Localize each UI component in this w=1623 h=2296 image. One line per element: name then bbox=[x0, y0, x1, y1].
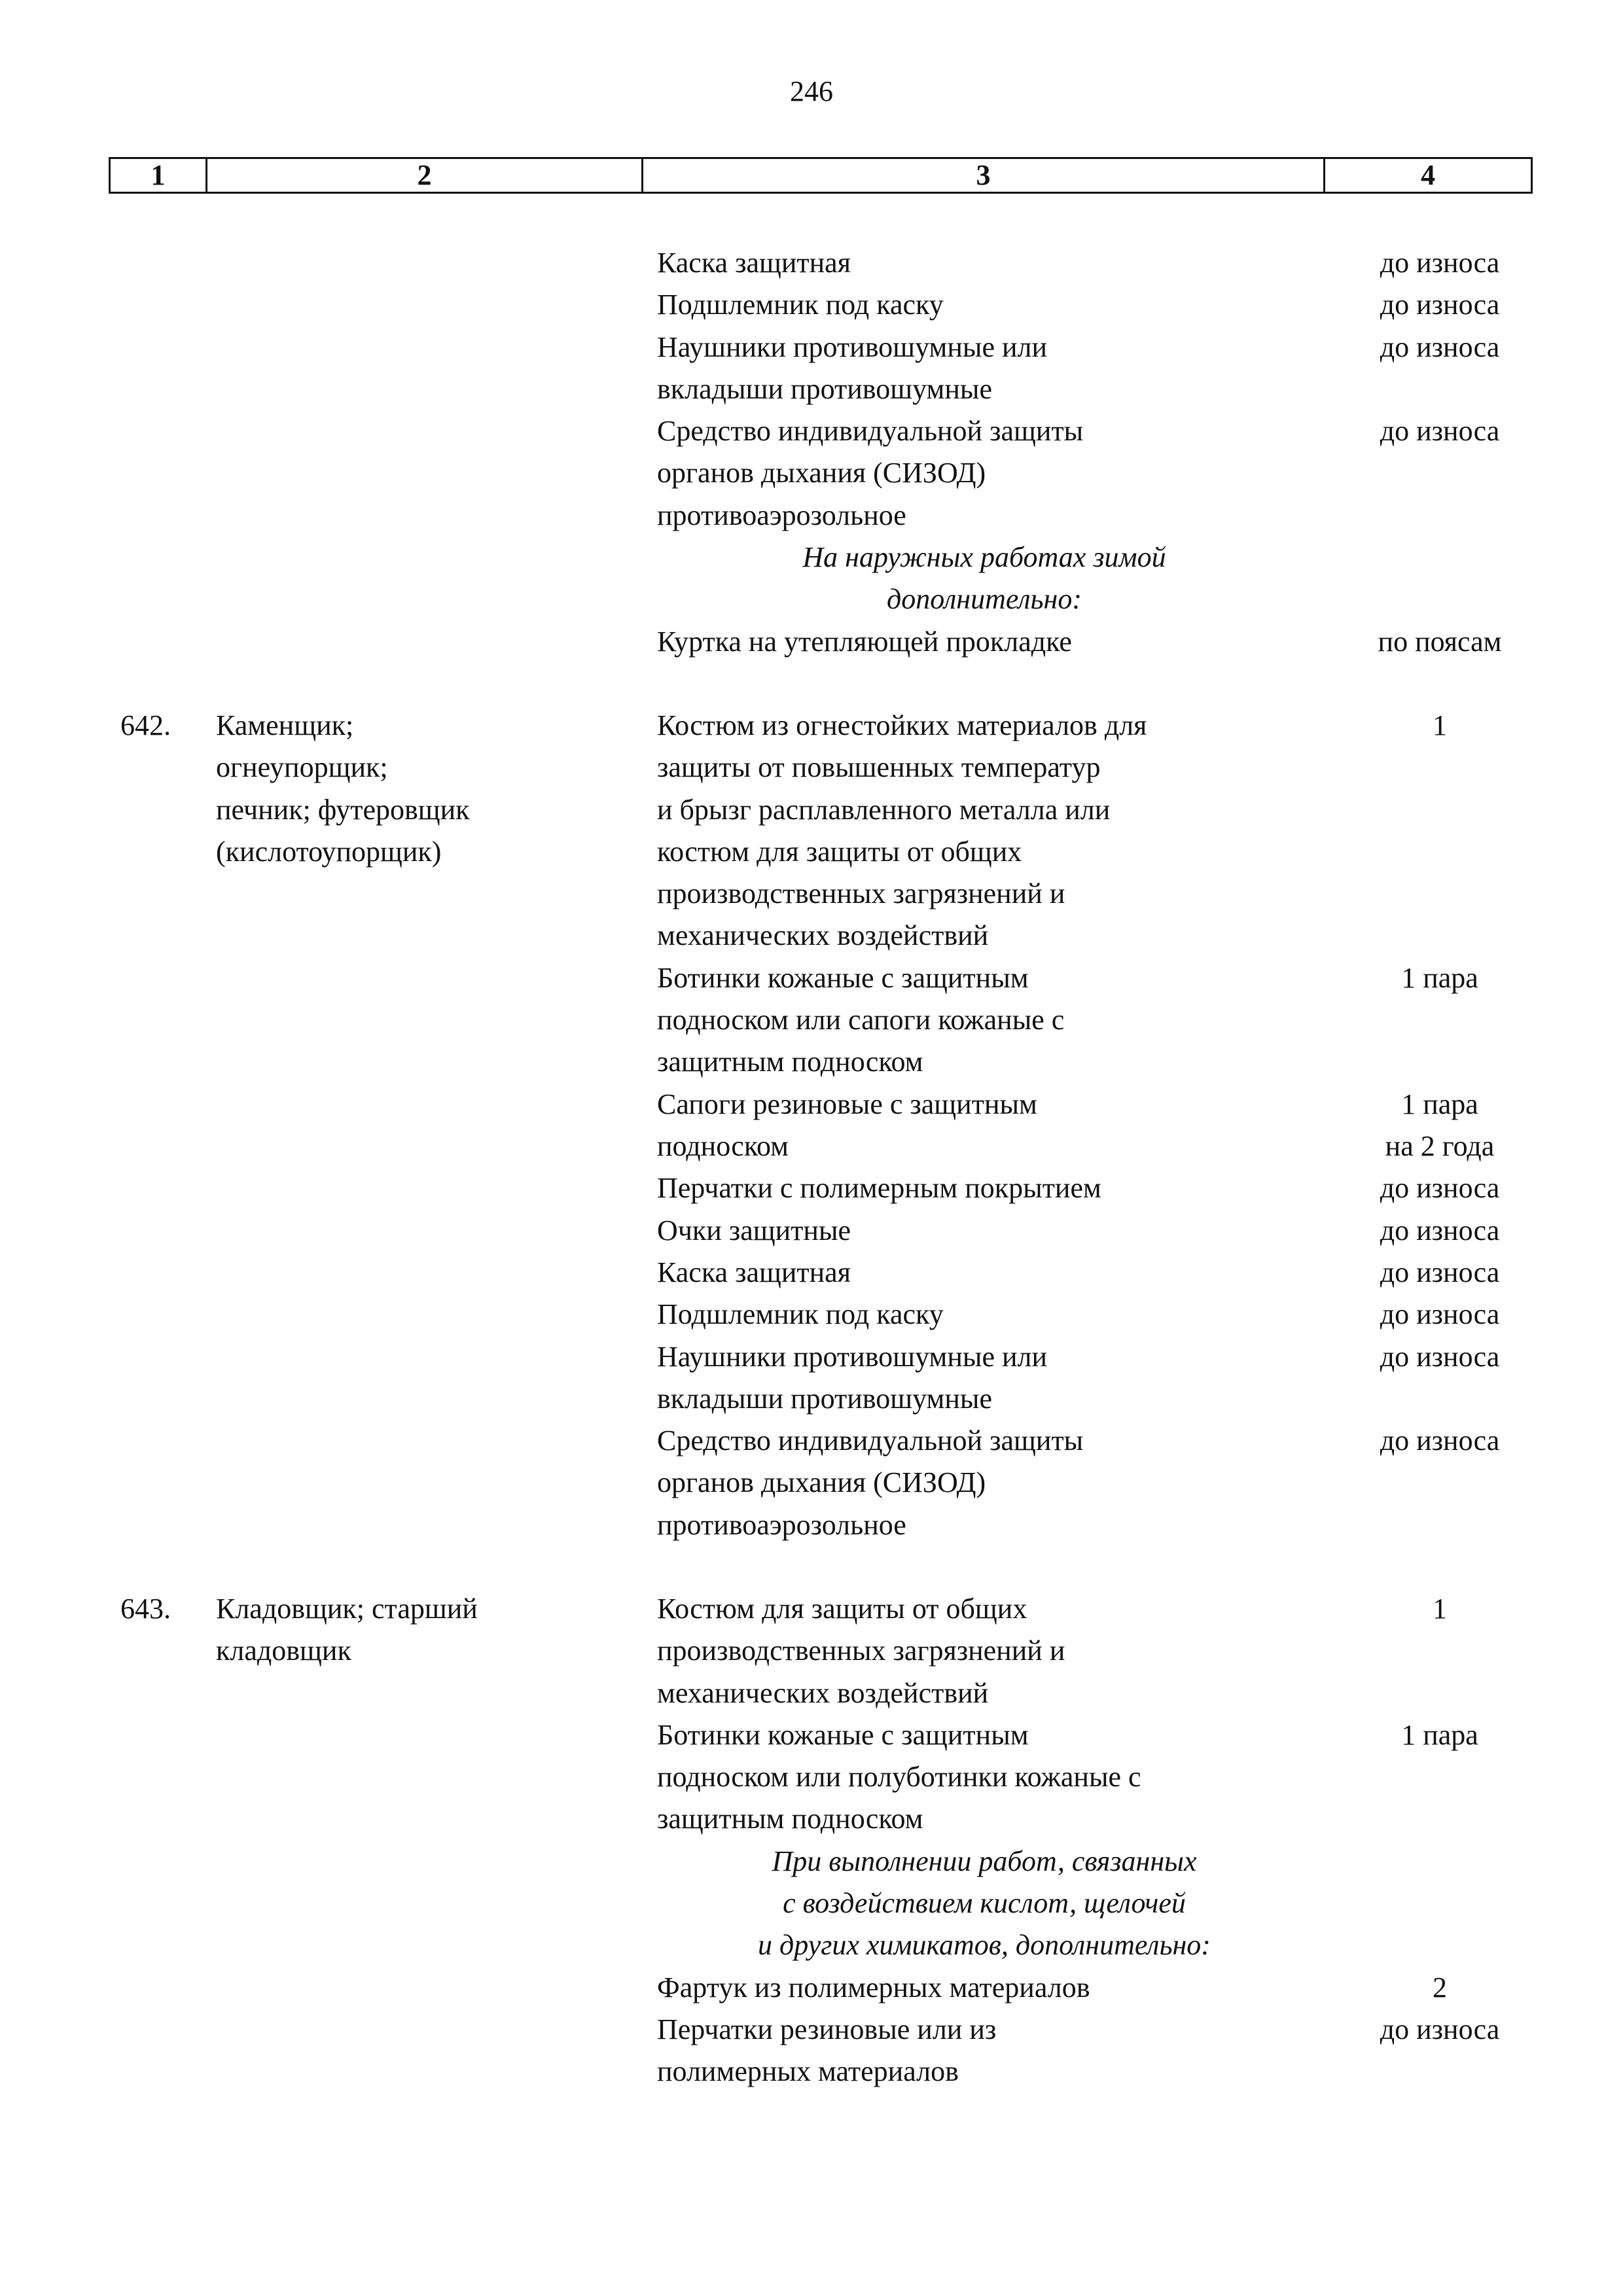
norm-line: до износа bbox=[1380, 1298, 1500, 1331]
ppe-line: Сапоги резиновые с защитным bbox=[657, 1087, 1037, 1120]
ppe-item bbox=[657, 1294, 1259, 1335]
ppe-line: органов дыхания (СИЗОД) bbox=[657, 1466, 986, 1499]
ppe-line: Каска защитная bbox=[657, 1256, 851, 1288]
issue-norm bbox=[1335, 1967, 1544, 2009]
norm-line: до износа bbox=[1380, 2013, 1500, 2045]
profession-line: огнеупорщик; bbox=[216, 751, 388, 784]
norm-line: до износа bbox=[1380, 330, 1500, 363]
issue-norm bbox=[1335, 410, 1544, 452]
issue-norm bbox=[1335, 1252, 1544, 1294]
ppe-line: Средство индивидуальной защиты bbox=[657, 1424, 1084, 1457]
ppe-line: производственных загрязнений и bbox=[657, 1634, 1065, 1667]
ppe-item bbox=[657, 705, 1259, 957]
column-header-row bbox=[110, 158, 1532, 193]
norm-line: 1 bbox=[1433, 709, 1447, 741]
norm-line: до износа bbox=[1380, 1172, 1500, 1205]
ppe-line: производственных загрязнений и bbox=[657, 877, 1065, 910]
profession-line: (кислотоупорщик) bbox=[216, 835, 442, 868]
column-header-table bbox=[109, 157, 1533, 194]
issue-norm bbox=[1335, 1084, 1544, 1168]
ppe-line: защитным подноском bbox=[657, 1803, 923, 1835]
ppe-item bbox=[657, 2009, 1259, 2093]
issue-norm bbox=[1335, 621, 1544, 663]
issue-norm bbox=[1335, 327, 1544, 368]
profession-line: Каменщик; bbox=[216, 709, 354, 741]
ppe-line: органов дыхания (СИЗОД) bbox=[657, 457, 986, 489]
ppe-line: полимерных материалов bbox=[657, 2055, 959, 2088]
ppe-line: костюм для защиты от общих bbox=[657, 835, 1022, 868]
ppe-line: вкладыши противошумные bbox=[657, 372, 993, 405]
ppe-line: механических воздействий bbox=[657, 919, 989, 952]
ppe-line: Костюм из огнестойких материалов для bbox=[657, 709, 1147, 741]
ppe-item bbox=[657, 1210, 1259, 1252]
ppe-line: Ботинки кожаные с защитным bbox=[657, 961, 1029, 994]
norm-line: до износа bbox=[1380, 1340, 1500, 1373]
issue-norm bbox=[1335, 284, 1544, 326]
entry-number: 643. bbox=[120, 1593, 171, 1625]
norm-line: до износа bbox=[1380, 247, 1500, 279]
ppe-line: вкладыши противошумные bbox=[657, 1382, 993, 1415]
profession-line: печник; футеровщик bbox=[216, 793, 470, 826]
column-header-4: 4 bbox=[1325, 158, 1532, 193]
ppe-item bbox=[657, 327, 1259, 411]
issue-norm bbox=[1335, 1714, 1544, 1756]
ppe-item bbox=[657, 1714, 1259, 1841]
profession-line: кладовщик bbox=[216, 1634, 351, 1667]
ppe-line: Фартук из полимерных материалов bbox=[657, 1971, 1090, 2004]
ppe-line: противоаэрозольное bbox=[657, 1508, 906, 1541]
page-number: 246 bbox=[790, 75, 833, 107]
ppe-item bbox=[657, 242, 1259, 284]
norm-line: 1 bbox=[1433, 1593, 1447, 1625]
ppe-item bbox=[657, 1336, 1259, 1421]
ppe-line: Ботинки кожаные с защитным bbox=[657, 1718, 1029, 1751]
issue-norm bbox=[1335, 1167, 1544, 1209]
ppe-line: подноском или сапоги кожаные с bbox=[657, 1004, 1065, 1036]
issue-norm bbox=[1335, 242, 1544, 284]
ppe-item bbox=[657, 1167, 1259, 1209]
issue-norm bbox=[1335, 2009, 1544, 2051]
norm-line: 2 bbox=[1433, 1971, 1447, 2004]
ppe-line: защитным подноском bbox=[657, 1046, 923, 1078]
ppe-line: подноском или полуботинки кожаные с bbox=[657, 1761, 1141, 1793]
profession-line: Кладовщик; старший bbox=[216, 1593, 478, 1625]
column-header-1: 1 bbox=[110, 158, 207, 193]
note-line: с воздействием кислот, щелочей bbox=[783, 1887, 1186, 1920]
issue-norm bbox=[1335, 1336, 1544, 1378]
norm-line: до износа bbox=[1380, 1424, 1500, 1457]
norm-line: до износа bbox=[1380, 415, 1500, 448]
issue-norm bbox=[1335, 1588, 1544, 1630]
norm-line: на 2 года bbox=[1385, 1129, 1495, 1162]
norm-line: 1 пара bbox=[1401, 961, 1478, 994]
issue-norm bbox=[1335, 957, 1544, 999]
ppe-item bbox=[657, 1588, 1259, 1714]
ppe-item bbox=[657, 621, 1259, 663]
ppe-line: защиты от повышенных температур bbox=[657, 751, 1101, 784]
profession-name bbox=[216, 705, 635, 873]
norm-line: по поясам bbox=[1378, 625, 1502, 658]
ppe-item bbox=[657, 1252, 1259, 1294]
ppe-line: Наушники противошумные или bbox=[657, 1340, 1048, 1373]
ppe-line: механических воздействий bbox=[657, 1676, 989, 1709]
ppe-item bbox=[657, 284, 1259, 326]
column-header-3: 3 bbox=[643, 158, 1325, 193]
section-note bbox=[657, 537, 1311, 621]
ppe-line: Очки защитные bbox=[657, 1214, 851, 1246]
ppe-item bbox=[657, 957, 1259, 1084]
ppe-line: Подшлемник под каску bbox=[657, 1298, 944, 1331]
column-header-2: 2 bbox=[207, 158, 643, 193]
ppe-item bbox=[657, 410, 1259, 537]
ppe-line: Куртка на утепляющей прокладке bbox=[657, 625, 1072, 658]
issue-norm bbox=[1335, 1420, 1544, 1462]
ppe-line: Перчатки резиновые или из bbox=[657, 2013, 997, 2045]
norm-line: 1 пара bbox=[1401, 1087, 1478, 1120]
ppe-line: противоаэрозольное bbox=[657, 499, 906, 531]
ppe-item bbox=[657, 1420, 1259, 1546]
profession-name bbox=[216, 1588, 635, 1672]
ppe-line: Средство индивидуальной защиты bbox=[657, 415, 1084, 448]
issue-norm bbox=[1335, 705, 1544, 747]
note-line: дополнительно: bbox=[886, 583, 1082, 616]
note-line: При выполнении работ, связанных bbox=[772, 1845, 1197, 1877]
issue-norm bbox=[1335, 1294, 1544, 1335]
ppe-line: Перчатки с полимерным покрытием bbox=[657, 1172, 1101, 1205]
note-line: На наружных работах зимой bbox=[802, 541, 1166, 574]
ppe-line: Подшлемник под каску bbox=[657, 289, 944, 321]
ppe-item bbox=[657, 1967, 1259, 2009]
entry-number: 642. bbox=[120, 709, 171, 741]
section-note bbox=[657, 1841, 1311, 1967]
ppe-item bbox=[657, 1084, 1259, 1168]
issue-norm bbox=[1335, 1210, 1544, 1252]
note-line: и других химикатов, дополнительно: bbox=[758, 1929, 1211, 1962]
norm-line: до износа bbox=[1380, 1214, 1500, 1246]
norm-line: до износа bbox=[1380, 1256, 1500, 1288]
ppe-line: и брызг расплавленного металла или bbox=[657, 793, 1111, 826]
ppe-line: Наушники противошумные или bbox=[657, 330, 1048, 363]
ppe-line: подноском bbox=[657, 1129, 789, 1162]
ppe-line: Каска защитная bbox=[657, 247, 851, 279]
norm-line: 1 пара bbox=[1401, 1718, 1478, 1751]
norm-line: до износа bbox=[1380, 289, 1500, 321]
ppe-line: Костюм для защиты от общих bbox=[657, 1593, 1027, 1625]
